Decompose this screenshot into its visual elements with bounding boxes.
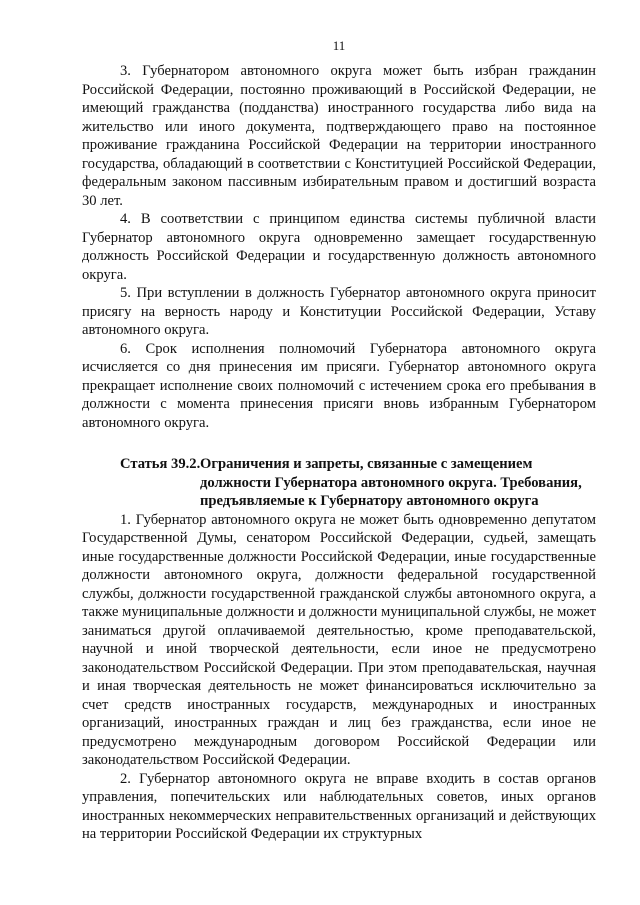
paragraph-4: 4. В соответствии с принципом единства системы публичной власти Губернатор автономного округа одновременно замещает государственную должность Российской Федерации и государственную должность автономного округа. (82, 211, 596, 283)
article-title: Ограничения и запреты, связанные с замещением должности Губернатора автономного округа. Требования, предъявляемые к Губернатору автономного округа (200, 456, 582, 509)
paragraph-3: 3. Губернатором автономного округа может быть избран гражданин Российской Федерации, постоянно проживающий в Российской Федерации, не имеющий гражданства (подданства) иностранного государства либо вида на жительство или иного документа, подтверждающего право на постоянное проживание гражданина Российской Федерации на территории иностранного государства, обладающий в соответствии с Конституцией Российской Федерации, федеральным законом пассивным избирательным правом и достигший возраста 30 лет. (82, 63, 596, 209)
paragraph-6: 6. Срок исполнения полномочий Губернатора автономного округа исчисляется со дня принесения им присяги. Губернатор автономного округа прекращает исполнение своих полномочий с истечением срока его пребывания в должности с момента принесения присяги вновь избранным Губернатором автономного округа. (82, 340, 596, 431)
article-paragraph-1: 1. Губернатор автономного округа не может быть одновременно депутатом Государственной Думы, сенатором Российской Федерации, судьей, замещать иные государственные должности Российской Федерации, иные государственные должности автономного округа, должности федеральной государственной службы, должности государственной гражданской службы автономного округа, а также муниципальные должности и должности муниципальной службы, не может заниматься другой оплачиваемой деятельностью, кроме преподавательской, научной и иной творческой деятельности, если иное не предусмотрено законодательством Российской Федерации. При этом преподавательская, научная и иная творческая деятельность не может финансироваться исключительно за счет средств иностранных государств, международных и иностранных организаций, иностранных граждан и лиц без гражданства, если иное не предусмотрено международным договором Российской Федерации или законодательством Российской Федерации. (82, 511, 596, 768)
article-heading (82, 455, 596, 511)
article-paragraph-2: 2. Губернатор автономного округа не вправе входить в состав органов управления, попечительских или наблюдательных советов, иных органов иностранных некоммерческих неправительственных организаций и действующих на территории Российской Федерации их структурных (82, 770, 596, 842)
page-number: 11 (332, 38, 346, 53)
document-body (82, 62, 596, 844)
article-number: Статья 39.2. (120, 456, 201, 472)
paragraph-5: 5. При вступлении в должность Губернатор автономного округа приносит присягу на верность народу и Конституции Российской Федерации, Уставу автономного округа. (82, 285, 596, 338)
